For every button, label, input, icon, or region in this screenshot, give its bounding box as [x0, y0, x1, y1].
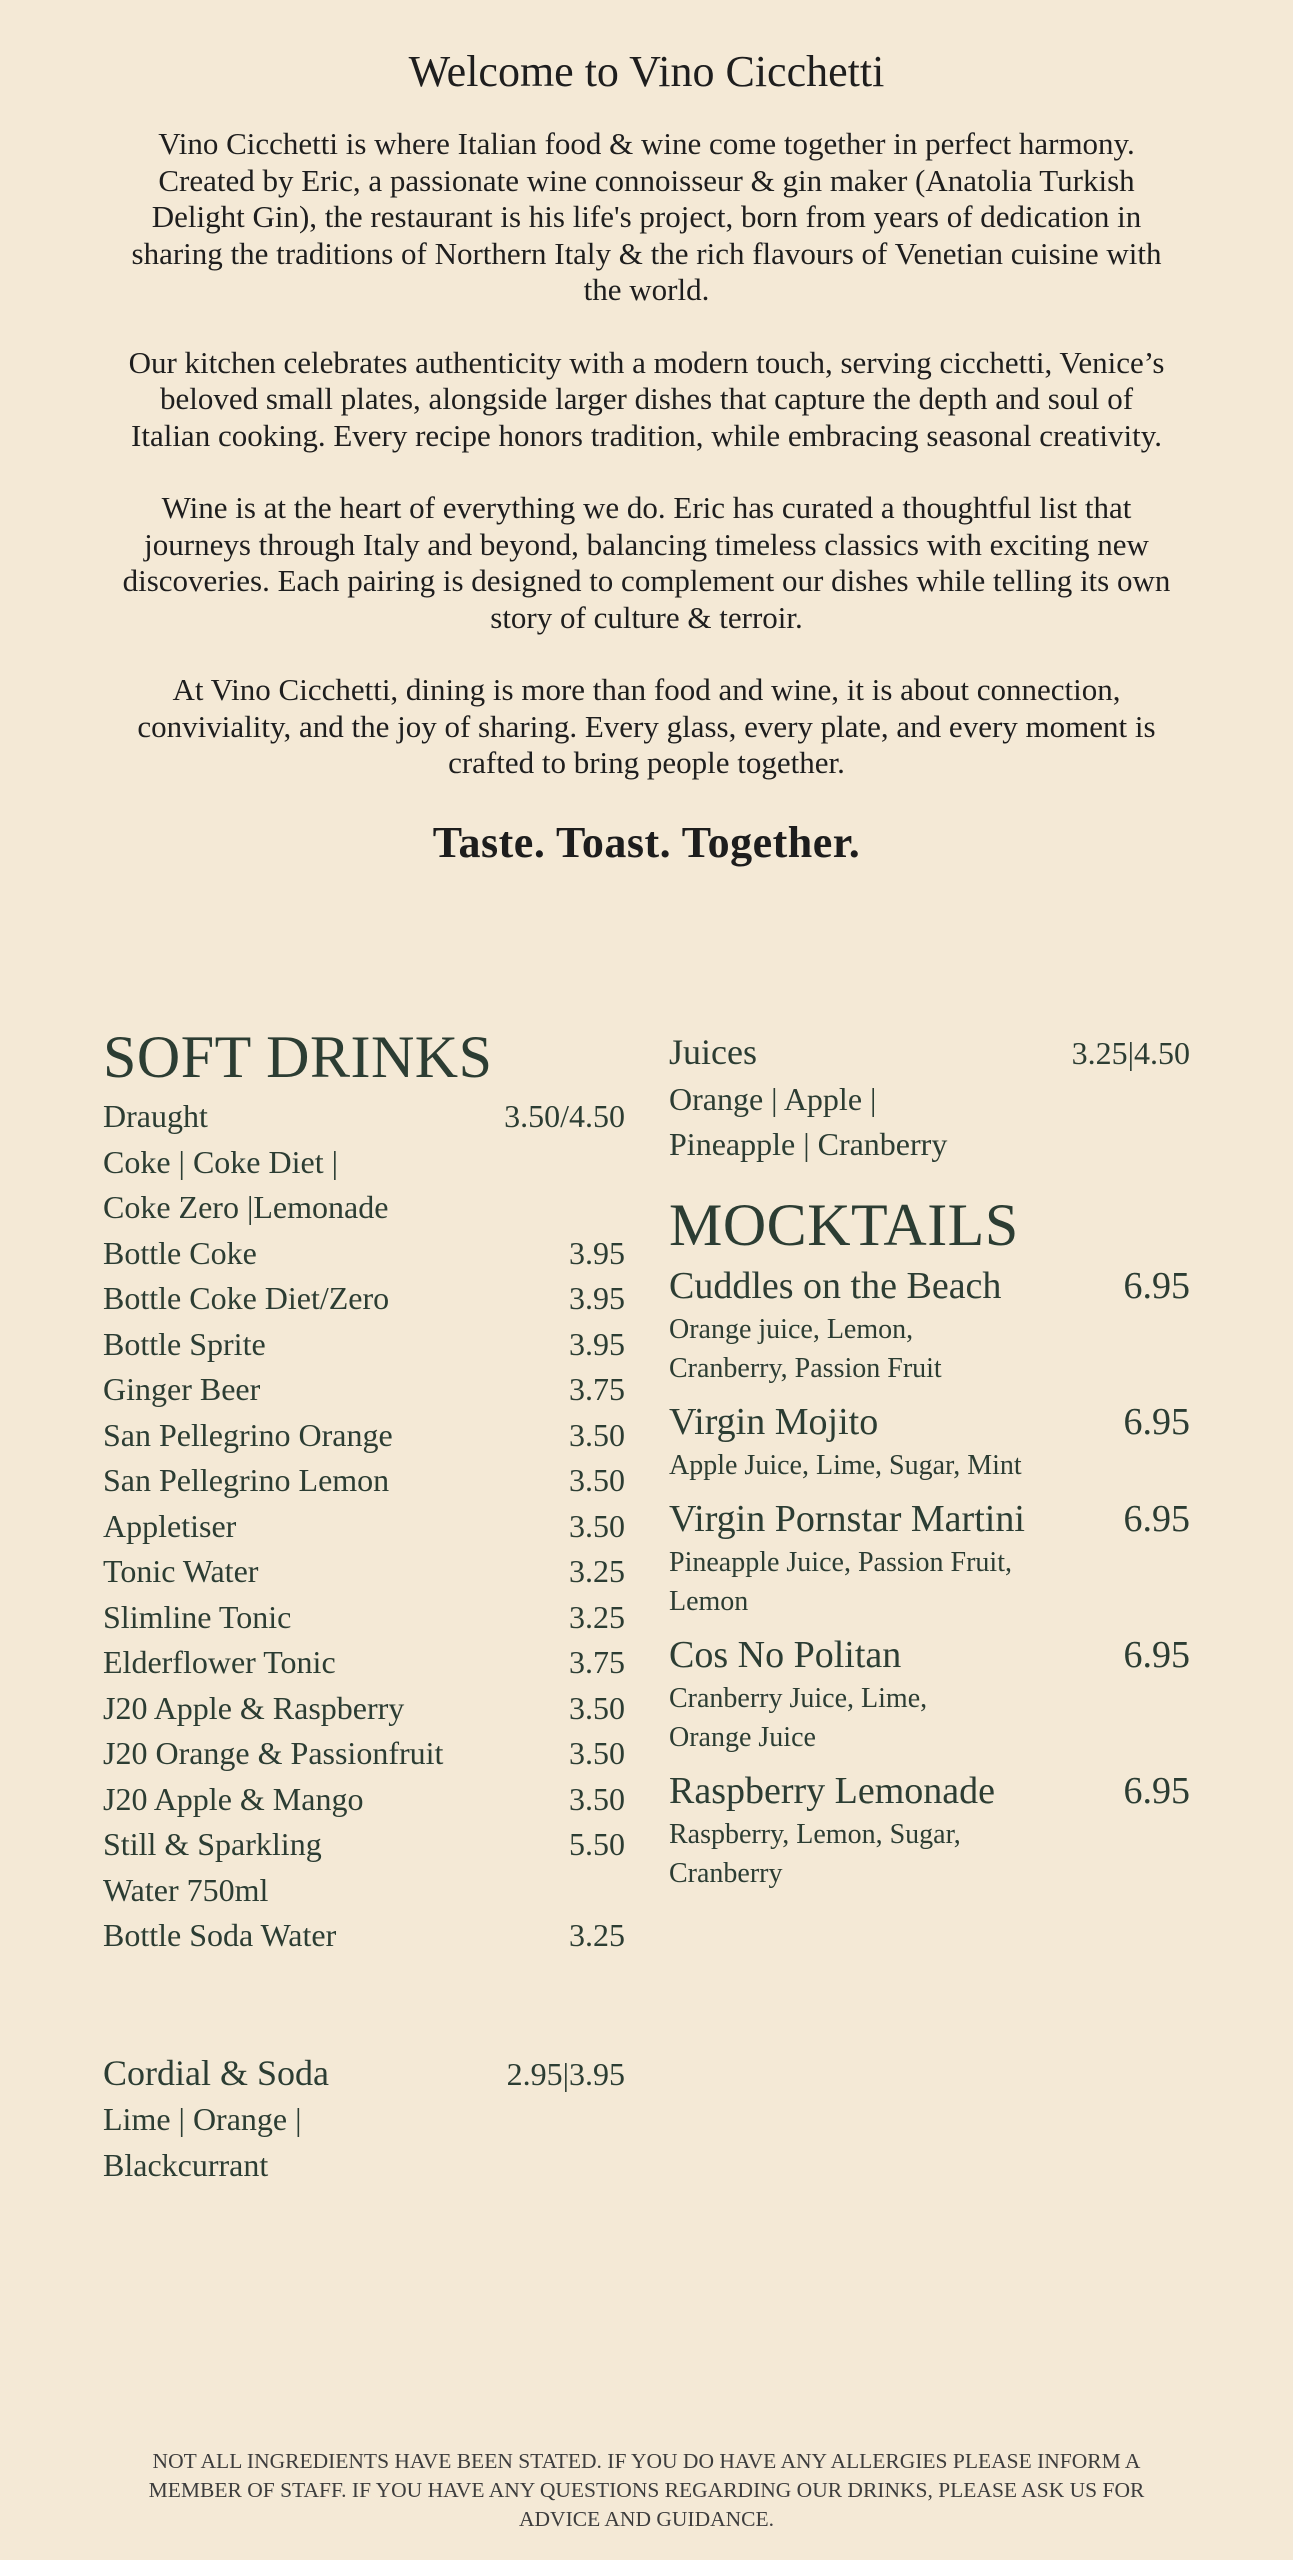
mocktail-description: Pineapple Juice, Passion Fruit,	[669, 1546, 1012, 1578]
mocktail-name: Virgin Pornstar Martini	[669, 1497, 1025, 1540]
intro-paragraph-1: Vino Cicchetti is where Italian food & wine come together in perfect harmony. Created by Eric, a passionate wine connoisseur & gin maker (Anatolia Turkish Delight Gin), the restaurant is his life's project, born from years of dedication in sharing the traditions of Northern Italy & the rich flavours of Venetian cuisine with the world.	[131, 126, 1162, 307]
mocktail-price: 6.95	[1123, 1264, 1190, 1307]
mocktail-item	[669, 1495, 1190, 1621]
mocktail-description: Cranberry	[669, 1857, 783, 1889]
item-price: 3.95	[569, 1234, 625, 1271]
tagline: Taste. Toast. Together.	[432, 817, 861, 867]
item-name: Elderflower Tonic	[103, 1644, 336, 1680]
soft-drinks-title: SOFT DRINKS	[103, 1024, 493, 1090]
mocktail-item	[669, 1767, 1190, 1893]
mocktails-title: MOCKTAILS	[669, 1191, 1019, 1258]
item-name: Slimline Tonic	[103, 1598, 292, 1635]
item-price: 3.50	[569, 1462, 625, 1498]
menu-item	[103, 1322, 625, 1368]
menu-item	[103, 1595, 625, 1641]
mocktail-description: Raspberry, Lemon, Sugar,	[669, 1818, 961, 1850]
menu-item	[103, 1731, 625, 1777]
item-name: Still & Sparkling	[103, 1826, 322, 1862]
cordial-section	[103, 2050, 625, 2188]
intro-section	[120, 40, 1173, 868]
footer-line: ADVICE AND GUIDANCE.	[519, 2507, 774, 2531]
item-sub-line: Blackcurrant	[103, 2146, 269, 2183]
item-name: Cordial & Soda	[103, 2053, 329, 2093]
item-price: 3.50/4.50	[504, 1098, 625, 1134]
item-name: Juices	[669, 1032, 757, 1072]
item-price: 3.25	[569, 1598, 625, 1635]
mocktail-price: 6.95	[1123, 1633, 1190, 1676]
menu-item	[103, 1913, 625, 1959]
mocktail-description: Cranberry, Passion Fruit	[669, 1352, 942, 1384]
mocktail-name: Cuddles on the Beach	[669, 1264, 1002, 1307]
mocktail-price: 6.95	[1123, 1497, 1190, 1540]
mocktail-name: Virgin Mojito	[669, 1400, 879, 1443]
right-column	[669, 1030, 1190, 1903]
menu-item	[103, 1504, 625, 1550]
item-price: 3.50	[569, 1689, 625, 1726]
item-name: Tonic Water	[103, 1553, 259, 1589]
mocktail-item	[669, 1398, 1190, 1485]
mocktail-description: Orange Juice	[669, 1721, 816, 1753]
item-price: 3.50	[569, 1735, 625, 1771]
mocktail-item	[669, 1262, 1190, 1388]
item-sub-line: Water 750ml	[103, 1871, 269, 1908]
intro-paragraph-2: Our kitchen celebrates authenticity with a modern touch, serving cicchetti, Venice’s beloved small plates, alongside larger dishes that capture the depth and soul of Italian cooking. Every recipe honors tradition, while embracing seasonal creativity.	[128, 344, 1165, 453]
item-sub-line: Coke | Coke Diet |	[103, 1143, 338, 1180]
mocktail-price: 6.95	[1123, 1400, 1190, 1443]
item-price: 3.50	[569, 1507, 625, 1544]
mocktail-description: Cranberry Juice, Lime,	[669, 1682, 928, 1714]
item-price: 3.75	[569, 1371, 625, 1407]
menu-item	[103, 1458, 625, 1504]
menu-item	[103, 1777, 625, 1823]
item-sub-line: Coke Zero |Lemonade	[103, 1189, 389, 1225]
item-price: 3.25|4.50	[1071, 1035, 1190, 1071]
item-sub-line: Orange | Apple |	[669, 1080, 877, 1117]
item-sub-line: Lime | Orange |	[103, 2101, 302, 2137]
mocktail-name: Raspberry Lemonade	[669, 1769, 996, 1812]
item-price: 3.75	[569, 1644, 625, 1680]
item-price: 3.95	[569, 1280, 625, 1316]
welcome-title: Welcome to Vino Cicchetti	[408, 47, 885, 96]
item-name: Draught	[103, 1098, 208, 1134]
juices-section	[669, 1030, 1190, 1168]
menu-item	[103, 1276, 625, 1322]
item-sub-line: Pineapple | Cranberry	[669, 1126, 948, 1162]
item-price: 2.95|3.95	[506, 2056, 625, 2092]
menu-item	[103, 1367, 625, 1413]
item-name: J20 Apple & Raspberry	[103, 1689, 405, 1726]
soft-drinks-section	[103, 1024, 625, 1959]
footer-line: MEMBER OF STAFF. IF YOU HAVE ANY QUESTIONS REGARDING OUR DRINKS, PLEASE ASK US FOR	[148, 2478, 1145, 2502]
menu-item	[103, 1549, 625, 1595]
menu-item	[103, 1686, 625, 1732]
mocktail-item	[669, 1631, 1190, 1757]
item-name: J20 Apple & Mango	[103, 1780, 364, 1817]
item-name: San Pellegrino Orange	[103, 1416, 393, 1453]
item-name: Ginger Beer	[103, 1371, 261, 1407]
mocktail-price: 6.95	[1123, 1769, 1190, 1812]
intro-paragraph-4: At Vino Cicchetti, dining is more than food and wine, it is about connection, conviviality, and the joy of sharing. Every glass, every plate, and every moment is crafted to bring people together.	[137, 672, 1156, 780]
item-name: J20 Orange & Passionfruit	[103, 1735, 444, 1771]
item-price: 5.50	[569, 1826, 625, 1862]
item-name: Bottle Coke	[103, 1234, 257, 1271]
menu-item	[103, 1094, 625, 1140]
item-price: 3.25	[569, 1553, 625, 1589]
item-name: Bottle Soda Water	[103, 1917, 337, 1953]
item-price: 3.25	[569, 1917, 625, 1953]
mocktail-description: Lemon	[669, 1585, 749, 1617]
menu-item	[103, 1231, 625, 1277]
intro-paragraph-3: Wine is at the heart of everything we do. Eric has curated a thoughtful list that journeys through Italy and beyond, balancing timeless classics with exciting new discoveries. Each pairing is designed to complement our dishes while telling its own story of culture & terroir.	[122, 490, 1171, 635]
mocktail-description: Orange juice, Lemon,	[669, 1313, 914, 1345]
menu-item	[103, 1822, 625, 1868]
menu-item	[103, 1413, 625, 1459]
item-price: 3.50	[569, 1416, 625, 1453]
menu-item	[103, 2050, 625, 2097]
footer-line: NOT ALL INGREDIENTS HAVE BEEN STATED. IF YOU DO HAVE ANY ALLERGIES PLEASE INFORM A	[152, 2449, 1141, 2473]
mocktail-description: Apple Juice, Lime, Sugar, Mint	[669, 1449, 1022, 1481]
item-name: Appletiser	[103, 1507, 237, 1544]
mocktail-name: Cos No Politan	[669, 1633, 902, 1676]
item-name: San Pellegrino Lemon	[103, 1462, 390, 1498]
item-name: Bottle Coke Diet/Zero	[103, 1280, 390, 1316]
item-name: Bottle Sprite	[103, 1325, 266, 1362]
menu-item	[669, 1030, 1190, 1077]
allergy-footer	[110, 2447, 1183, 2534]
item-price: 3.50	[569, 1780, 625, 1817]
item-price: 3.95	[569, 1325, 625, 1362]
menu-item	[103, 1640, 625, 1686]
